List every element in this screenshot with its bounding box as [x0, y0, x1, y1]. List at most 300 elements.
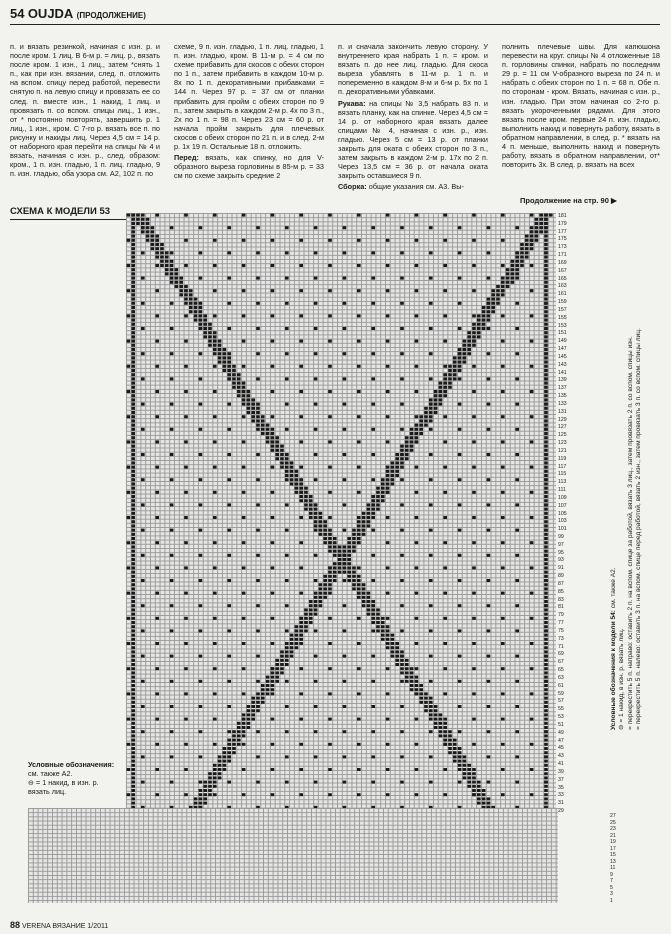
chart-cell	[218, 361, 222, 364]
chart-cell	[453, 369, 457, 372]
chart-cell	[371, 705, 375, 708]
row-number: 173	[558, 244, 567, 251]
chart-cell	[472, 440, 476, 443]
chart-cell	[184, 466, 188, 469]
chart-cell	[155, 264, 159, 267]
chart-cell	[491, 302, 495, 305]
chart-cell	[357, 596, 361, 599]
chart-cell	[386, 390, 390, 393]
chart-cell	[381, 499, 385, 502]
chart-cell	[227, 680, 231, 683]
chart-cell	[487, 319, 491, 322]
chart-cell	[333, 566, 337, 569]
chart-cell	[487, 277, 491, 280]
chart-cell	[544, 604, 548, 607]
chart-cell	[343, 403, 347, 406]
chart-cell	[155, 718, 159, 721]
chart-cell	[544, 470, 548, 473]
chart-cell	[544, 781, 548, 784]
chart-cell	[458, 760, 462, 763]
chart-cell	[448, 365, 452, 368]
chart-cell	[323, 592, 327, 595]
chart-cell	[146, 226, 150, 229]
chart-cell	[343, 655, 347, 658]
chart-cell	[458, 361, 462, 364]
chart-cell	[343, 680, 347, 683]
chart-cell	[314, 516, 318, 519]
chart-cell	[314, 596, 318, 599]
chart-cell	[314, 352, 318, 355]
chart-cell	[227, 251, 231, 254]
chart-cell	[400, 352, 404, 355]
chart-cell	[299, 743, 303, 746]
chart-cell	[242, 491, 246, 494]
chart-cell	[395, 466, 399, 469]
chart-cell	[271, 671, 275, 674]
chart-cell	[160, 256, 164, 259]
model-title: OUJDA	[27, 6, 74, 21]
chart-cell	[506, 272, 510, 275]
row-number: 19	[610, 839, 616, 845]
chart-cell	[544, 314, 548, 317]
chart-cell	[131, 226, 135, 229]
chart-cell	[347, 571, 351, 574]
chart-cell	[544, 671, 548, 674]
chart-cell	[477, 314, 481, 317]
chart-cell	[376, 499, 380, 502]
chart-cell	[285, 680, 289, 683]
chart-cell	[323, 537, 327, 540]
row-number: 45	[558, 745, 564, 752]
chart-cell	[458, 302, 462, 305]
chart-cell	[170, 655, 174, 658]
chart-cell	[343, 558, 347, 561]
chart-cell	[362, 529, 366, 532]
instructions-column-2	[174, 42, 324, 182]
row-number: 5	[610, 884, 613, 891]
chart-cell	[415, 743, 419, 746]
chart-cell	[400, 327, 404, 330]
chart-cell	[285, 453, 289, 456]
chart-cell	[299, 365, 303, 368]
chart-cell	[371, 755, 375, 758]
chart-cell	[429, 428, 433, 431]
chart-cell	[535, 239, 539, 242]
chart-cell	[424, 692, 428, 695]
chart-cell	[530, 440, 534, 443]
chart-cell	[391, 474, 395, 477]
chart-cell	[544, 298, 548, 301]
chart-cell	[290, 634, 294, 637]
chart-cell	[424, 701, 428, 704]
chart-cell	[530, 365, 534, 368]
chart-cell	[343, 545, 347, 548]
chart-cell	[223, 751, 227, 754]
chart-cell	[285, 730, 289, 733]
chart-cell	[429, 453, 433, 456]
chart-cell	[544, 642, 548, 645]
row-number: 69	[558, 651, 564, 658]
chart-cell	[285, 781, 289, 784]
chart-cell	[448, 739, 452, 742]
chart-cell	[127, 617, 131, 620]
chart-cell	[237, 743, 241, 746]
chart-cell	[127, 566, 131, 569]
chart-cell	[410, 436, 414, 439]
chart-cell	[213, 692, 217, 695]
chart-cell	[472, 314, 476, 317]
chart-cell	[472, 340, 476, 343]
chart-cell	[544, 734, 548, 737]
chart-cell	[232, 386, 236, 389]
chart-cell	[520, 264, 524, 267]
chart-cell	[419, 415, 423, 418]
chart-cell	[544, 587, 548, 590]
chart-cell	[131, 688, 135, 691]
chart-cell	[535, 235, 539, 238]
chart-cell	[304, 617, 308, 620]
chart-cell	[227, 369, 231, 372]
chart-cell	[443, 491, 447, 494]
chart-cell	[381, 491, 385, 494]
chart-cell	[237, 730, 241, 733]
chart-cell	[467, 768, 471, 771]
chart-cell	[170, 680, 174, 683]
chart-cell	[242, 592, 246, 595]
chart-cell	[544, 239, 548, 242]
chart-cell	[131, 503, 135, 506]
chart-cell	[376, 629, 380, 632]
chart-cell	[203, 314, 207, 317]
chart-cell	[203, 331, 207, 334]
chart-cell	[343, 781, 347, 784]
chart-cell	[395, 474, 399, 477]
chart-cell	[242, 440, 246, 443]
chart-cell	[179, 281, 183, 284]
chart-cell	[227, 327, 231, 330]
chart-cell	[458, 403, 462, 406]
chart-cell	[352, 579, 356, 582]
chart-cell	[371, 554, 375, 557]
chart-cell	[328, 550, 332, 553]
chart-cell	[400, 445, 404, 448]
chart-cell	[352, 533, 356, 536]
chart-cell	[357, 743, 361, 746]
chart-cell	[218, 340, 222, 343]
chart-cell	[275, 457, 279, 460]
chart-cell	[429, 718, 433, 721]
chart-cell	[544, 520, 548, 523]
chart-cell	[357, 566, 361, 569]
chart-cell	[131, 537, 135, 540]
chart-cell	[544, 281, 548, 284]
chart-cell	[285, 327, 289, 330]
chart-cell	[304, 499, 308, 502]
row-number: 47	[558, 737, 564, 744]
row-number: 97	[558, 541, 564, 548]
chart-cell	[400, 667, 404, 670]
chart-cell	[544, 268, 548, 271]
chart-cell	[299, 617, 303, 620]
chart-cell	[131, 516, 135, 519]
chart-cell	[544, 415, 548, 418]
chart-cell	[223, 768, 227, 771]
chart-cell	[343, 377, 347, 380]
chart-cell	[314, 478, 318, 481]
chart-cell	[251, 713, 255, 716]
row-number: 7	[610, 878, 613, 884]
chart-cell	[299, 214, 303, 217]
chart-cell	[357, 440, 361, 443]
chart-cell	[251, 705, 255, 708]
front-paragraph	[174, 153, 324, 180]
chart-cell	[429, 411, 433, 414]
chart-cell	[386, 239, 390, 242]
chart-cell	[280, 667, 284, 670]
chart-cell	[343, 428, 347, 431]
chart-cell	[227, 705, 231, 708]
row-number: 177	[558, 228, 567, 235]
chart-cell	[400, 680, 404, 683]
chart-cell	[213, 776, 217, 779]
chart-cell	[285, 474, 289, 477]
chart-cell	[314, 428, 318, 431]
chart-cell	[506, 281, 510, 284]
chart-cell	[415, 264, 419, 267]
chart-cell	[386, 646, 390, 649]
chart-cell	[338, 558, 342, 561]
chart-cell	[184, 285, 188, 288]
chart-cell	[429, 503, 433, 506]
chart-cell	[213, 466, 217, 469]
chart-cell	[328, 415, 332, 418]
chart-cell	[338, 562, 342, 565]
chart-cell	[544, 575, 548, 578]
chart-cell	[328, 365, 332, 368]
chart-cell	[415, 424, 419, 427]
chart-cell	[472, 785, 476, 788]
model-number: 54	[10, 6, 25, 21]
chart-cell	[223, 348, 227, 351]
chart-cell	[405, 680, 409, 683]
chart-cell	[189, 293, 193, 296]
row-number: 157	[558, 306, 567, 313]
chart-cell	[439, 403, 443, 406]
chart-cell	[247, 411, 251, 414]
chart-cell	[271, 289, 275, 292]
chart-cell	[544, 550, 548, 553]
chart-cell	[199, 453, 203, 456]
chart-cell	[544, 659, 548, 662]
chart-cell	[184, 793, 188, 796]
chart-cell	[405, 436, 409, 439]
chart-cell	[357, 491, 361, 494]
chart-cell	[242, 743, 246, 746]
chart-cell	[271, 592, 275, 595]
chart-cell	[511, 260, 515, 263]
chart-cell	[415, 768, 419, 771]
chart-cell	[280, 466, 284, 469]
chart-cell	[487, 781, 491, 784]
chart-cell	[544, 428, 548, 431]
chart-cell	[314, 755, 318, 758]
chart-cell	[131, 600, 135, 603]
chart-cell	[343, 550, 347, 553]
chart-cell	[309, 503, 313, 506]
chart-cell	[285, 659, 289, 662]
chart-cell	[357, 768, 361, 771]
chart-cell	[199, 310, 203, 313]
chart-cell	[319, 604, 323, 607]
chart-cell	[357, 533, 361, 536]
chart-cell	[319, 600, 323, 603]
chart-cell	[443, 592, 447, 595]
chart-cell	[477, 785, 481, 788]
chart-cell	[280, 449, 284, 452]
chart-cell	[415, 289, 419, 292]
chart-cell	[343, 251, 347, 254]
chart-cell	[127, 466, 131, 469]
chart-cell	[467, 348, 471, 351]
chart-cell	[285, 352, 289, 355]
chart-cell	[544, 579, 548, 582]
chart-cell	[266, 440, 270, 443]
chart-cell	[131, 453, 135, 456]
chart-cell	[189, 306, 193, 309]
chart-cell	[328, 289, 332, 292]
chart-cell	[295, 638, 299, 641]
chart-cell	[501, 214, 505, 217]
chart-cell	[242, 214, 246, 217]
chart-cell	[515, 403, 519, 406]
chart-cell	[242, 566, 246, 569]
chart-cell	[487, 802, 491, 805]
row-number: 127	[558, 424, 567, 431]
chart-cell	[251, 415, 255, 418]
chart-cell	[463, 764, 467, 767]
chart-cell	[367, 596, 371, 599]
chart-cell	[458, 503, 462, 506]
chart-cell	[271, 743, 275, 746]
chart-cell	[434, 705, 438, 708]
chart-cell	[491, 298, 495, 301]
chart-cell	[439, 390, 443, 393]
chart-cell	[131, 583, 135, 586]
chart-cell	[295, 478, 299, 481]
chart-cell	[208, 789, 212, 792]
chart-cell	[280, 663, 284, 666]
chart-cell	[146, 222, 150, 225]
chart-cell	[285, 466, 289, 469]
chart-cell	[227, 604, 231, 607]
chart-cell	[371, 478, 375, 481]
chart-cell	[218, 755, 222, 758]
chart-cell	[487, 377, 491, 380]
chart-cell	[256, 428, 260, 431]
chart-cell	[213, 772, 217, 775]
chart-cell	[515, 377, 519, 380]
chart-cell	[530, 692, 534, 695]
chart-cell	[347, 558, 351, 561]
chart-cell	[391, 638, 395, 641]
chart-cell	[371, 604, 375, 607]
row-number: 57	[558, 698, 564, 705]
chart-cell	[328, 533, 332, 536]
chart-cell	[357, 239, 361, 242]
chart-cell	[371, 512, 375, 515]
chart-cell	[343, 277, 347, 280]
chart-cell	[271, 692, 275, 695]
chart-cell	[261, 688, 265, 691]
chart-cell	[328, 617, 332, 620]
chart-cell	[131, 440, 135, 443]
chart-cell	[280, 445, 284, 448]
row-number: 155	[558, 314, 567, 321]
chart-cell	[520, 243, 524, 246]
chart-cell	[419, 697, 423, 700]
chart-cell	[415, 566, 419, 569]
chart-cell	[299, 634, 303, 637]
chart-cell	[424, 697, 428, 700]
chart-cell	[170, 352, 174, 355]
chart-cell	[386, 466, 390, 469]
chart-cell	[328, 587, 332, 590]
chart-cell	[131, 541, 135, 544]
chart-cell	[544, 293, 548, 296]
chart-cell	[275, 659, 279, 662]
chart-cell	[487, 251, 491, 254]
chart-cell	[376, 491, 380, 494]
chart-cell	[131, 718, 135, 721]
chart-cell	[506, 285, 510, 288]
instructions-text: полнить плечевые швы. Для капюшона перевести на круг. спицы № 4 отложенные 18 п. горловины спинки, набрать по последним 29 р. = 11 см V-образного выреза по 24 п. и набрать с обеих сторон по 1 п. = 68 п. Обе п. по сторонам - кром. Вязать, начиная с изн. р., изн. гладью. При этом начиная со 2-го р. вязать укороченными рядами. Для этого вязать после кром. первые 24 п. изн. гладью, выполнить накид и повернуть работу, вязать в обратном направлении, в след. р. * вязать на 4 п. меньше, выполнить накид и повернуть работу, вязать в обратном направлении, от* повторить 3х. В след. р. вязать на всех	[502, 42, 660, 170]
chart-cell	[227, 730, 231, 733]
chart-cell	[343, 730, 347, 733]
chart-cell	[261, 428, 265, 431]
chart-cell	[131, 550, 135, 553]
chart-cell	[242, 466, 246, 469]
chart-cell	[520, 251, 524, 254]
chart-cell	[424, 419, 428, 422]
chart-cell	[285, 663, 289, 666]
row-number: 27	[610, 813, 616, 819]
chart-cell	[496, 302, 500, 305]
chart-cell	[419, 432, 423, 435]
row-number: 53	[558, 714, 564, 721]
chart-cell	[242, 667, 246, 670]
chart-cell	[131, 247, 135, 250]
chart-cell	[443, 541, 447, 544]
chart-cell	[131, 592, 135, 595]
chart-cell	[314, 579, 318, 582]
chart-cell	[237, 394, 241, 397]
chart-cell	[515, 256, 519, 259]
chart-cell	[515, 579, 519, 582]
chart-cell	[170, 755, 174, 758]
chart-cell	[131, 449, 135, 452]
chart-cell	[299, 692, 303, 695]
continuation-link[interactable]: Продолжение на стр. 90 ▶	[520, 196, 617, 205]
row-number: 149	[558, 338, 567, 345]
chart-cell	[242, 642, 246, 645]
chart-cell	[362, 583, 366, 586]
chart-cell	[314, 629, 318, 632]
chart-cell	[184, 768, 188, 771]
chart-cell	[194, 319, 198, 322]
chart-cell	[443, 734, 447, 737]
chart-cell	[131, 722, 135, 725]
chart-cell	[482, 306, 486, 309]
